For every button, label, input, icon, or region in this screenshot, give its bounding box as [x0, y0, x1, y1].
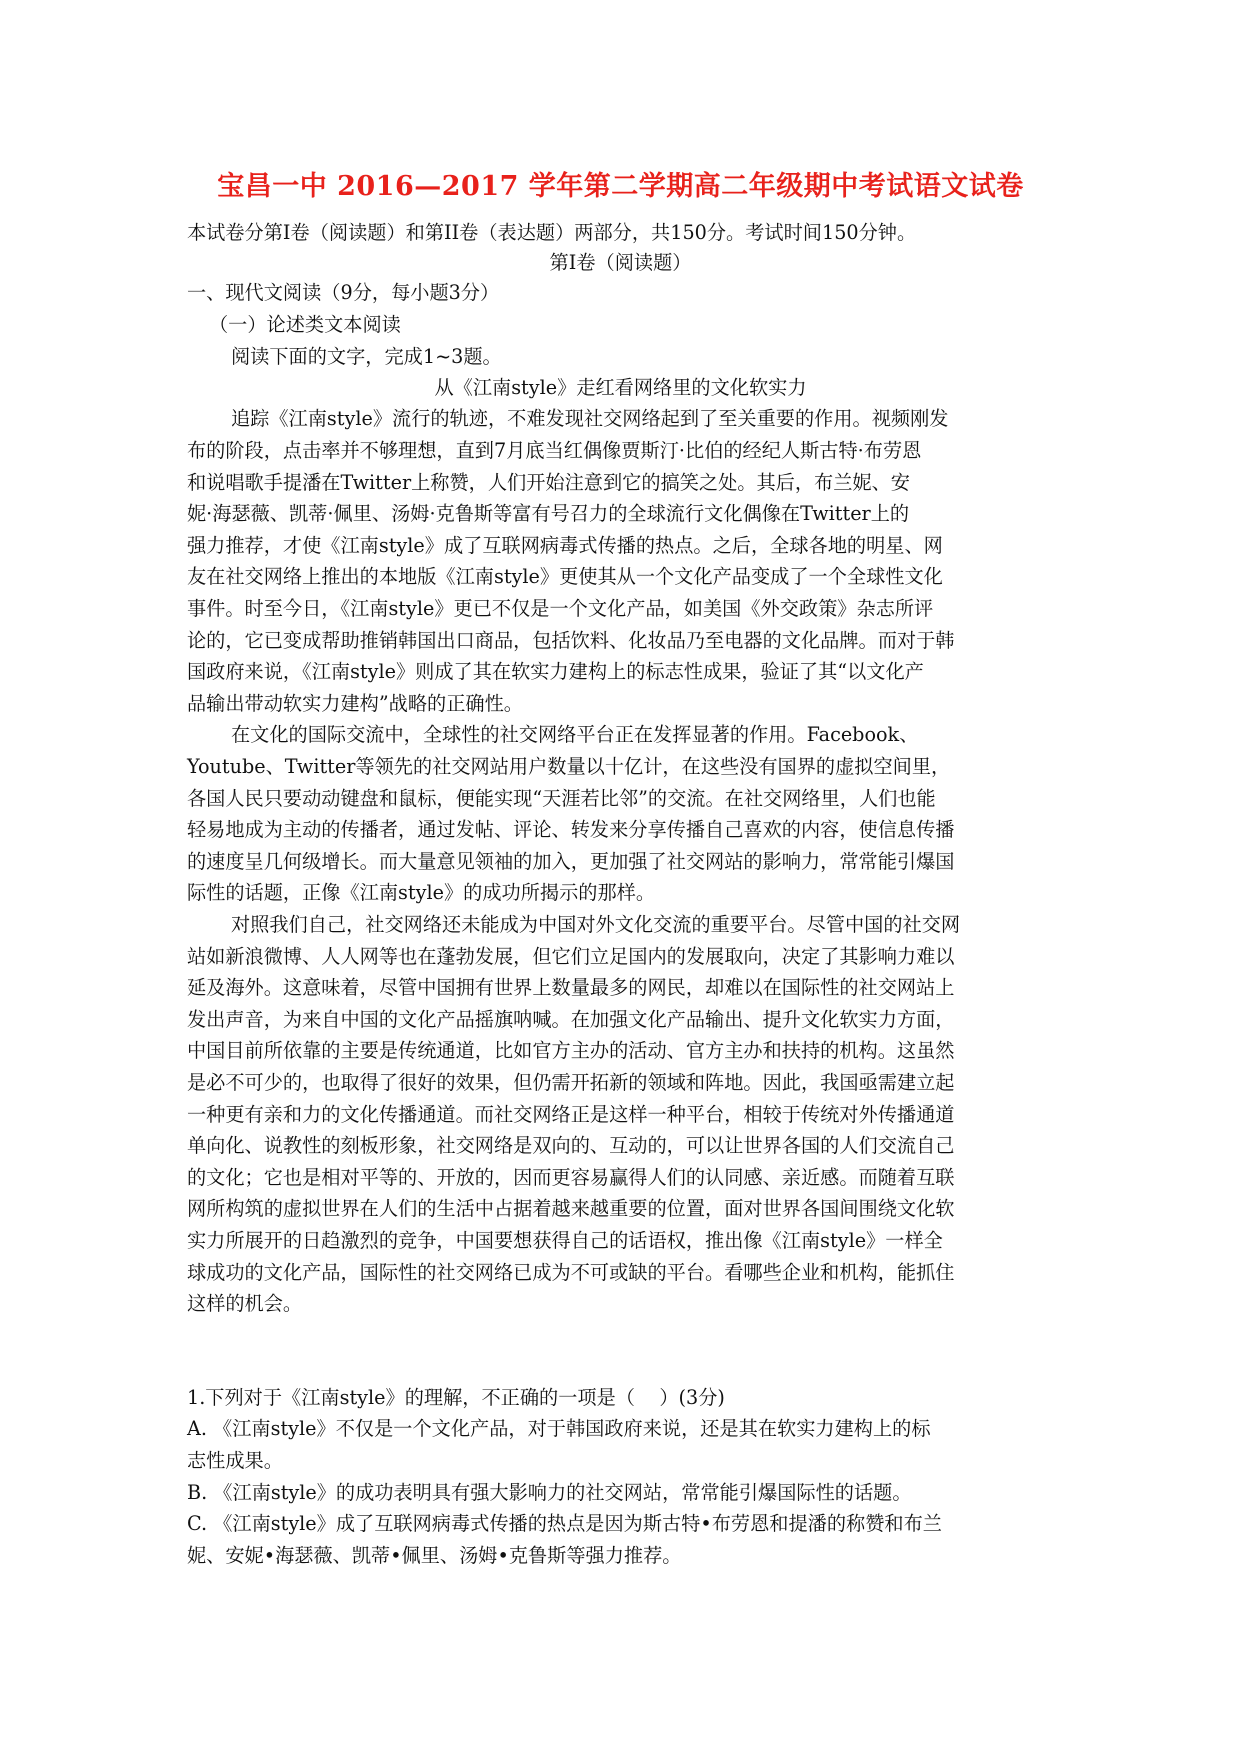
article-line: 布的阶段，点击率并不够理想，直到7月底当红偶像贾斯汀·比伯的经纪人斯古特·布劳恩 [187, 439, 922, 462]
article-title: 从《江南style》走红看网络里的文化软实力 [434, 376, 807, 399]
part-heading: 第Ⅰ卷（阅读题） [549, 251, 692, 274]
article-line: 中国目前所依靠的主要是传统通道，比如官方主办的活动、官方主办和扶持的机构。这虽然 [187, 1039, 955, 1062]
exam-intro: 本试卷分第Ⅰ卷（阅读题）和第II卷（表达题）两部分，共150分。考试时间150分钟。 [187, 221, 917, 244]
reading-instruction: 阅读下面的文字，完成1~3题。 [231, 345, 502, 368]
article-line: 轻易地成为主动的传播者，通过发帖、评论、转发来分享传播自己喜欢的内容，使信息传播 [187, 818, 955, 841]
article-line: 事件。时至今日，《江南style》更已不仅是一个文化产品，如美国《外交政策》杂志所评 [187, 597, 934, 620]
article-line: 品输出带动软实力建构”战略的正确性。 [187, 692, 523, 715]
option-a-continued: 志性成果。 [187, 1449, 283, 1472]
article-line: 各国人民只要动动键盘和鼠标，便能实现“天涯若比邻”的交流。在社交网络里，人们也能 [187, 787, 936, 810]
article-line: 国政府来说，《江南style》则成了其在软实力建构上的标志性成果，验证了其“以文化产 [187, 660, 924, 683]
article-line: 延及海外。这意味着，尽管中国拥有世界上数量最多的网民，却难以在国际性的社交网站上 [187, 976, 955, 999]
article-line: 网所构筑的虚拟世界在人们的生活中占据着越来越重要的位置，面对世界各国间围绕文化软 [187, 1197, 955, 1220]
option-a: A. 《江南style》不仅是一个文化产品，对于韩国政府来说，还是其在软实力建构上的标 [187, 1417, 931, 1440]
section-heading: 一、现代文阅读（9分，每小题3分） [187, 281, 500, 304]
article-line: 球成功的文化产品，国际性的社交网络已成为不可或缺的平台。看哪些企业和机构，能抓住 [187, 1261, 955, 1284]
article-line: Youtube、Twitter等领先的社交网站用户数量以十亿计，在这些没有国界的虚拟空间里， [187, 755, 951, 778]
article-line: 友在社交网络上推出的本地版《江南style》更使其从一个文化产品变成了一个全球性文化 [187, 565, 943, 588]
article-line: 发出声音，为来自中国的文化产品摇旗呐喊。在加强文化产品输出、提升文化软实力方面， [187, 1008, 955, 1031]
article-line: 单向化、说教性的刻板形象，社交网络是双向的、互动的，可以让世界各国的人们交流自己 [187, 1134, 955, 1157]
article-line: 强力推荐，才使《江南style》成了互联网病毒式传播的热点。之后，全球各地的明星、网 [187, 534, 943, 557]
article-line: 和说唱歌手提潘在Twitter上称赞，人们开始注意到它的搞笑之处。其后，布兰妮、安 [187, 471, 910, 494]
article-line: 论的，它已变成帮助推销韩国出口商品，包括饮料、化妆品乃至电器的文化品牌。而对于韩 [187, 629, 955, 652]
exam-title: 宝昌一中 2016—2017 学年第二学期高二年级期中考试语文试卷 [217, 171, 1024, 202]
article-line: 对照我们自己，社交网络还未能成为中国对外文化交流的重要平台。尽管中国的社交网 [231, 913, 961, 936]
subsection-heading: （一）论述类文本阅读 [209, 313, 401, 336]
article-line: 实力所展开的日趋激烈的竞争，中国要想获得自己的话语权，推出像《江南style》一样全 [187, 1229, 943, 1252]
option-b: B. 《江南style》的成功表明具有强大影响力的社交网站，常常能引爆国际性的话题。 [187, 1481, 912, 1504]
article-line: 这样的机会。 [187, 1292, 303, 1315]
article-line: 是必不可少的，也取得了很好的效果，但仍需开拓新的领域和阵地。因此，我国亟需建立起 [187, 1071, 955, 1094]
article-line: 际性的话题，正像《江南style》的成功所揭示的那样。 [187, 881, 656, 904]
article-line: 站如新浪微博、人人网等也在蓬勃发展，但它们立足国内的发展取向，决定了其影响力难以 [187, 945, 955, 968]
option-c: C. 《江南style》成了互联网病毒式传播的热点是因为斯古特•布劳恩和提潘的称赞和布兰 [187, 1512, 942, 1535]
article-line: 一种更有亲和力的文化传播通道。而社交网络正是这样一种平台，相较于传统对外传播通道 [187, 1103, 955, 1126]
article-line: 的速度呈几何级增长。而大量意见领袖的加入，更加强了社交网站的影响力，常常能引爆国 [187, 850, 955, 873]
article-line: 在文化的国际交流中，全球性的社交网络平台正在发挥显著的作用。Facebook、 [231, 723, 919, 746]
article-line: 的文化；它也是相对平等的、开放的，因而更容易赢得人们的认同感、亲近感。而随着互联 [187, 1166, 955, 1189]
question-stem: 1.下列对于《江南style》的理解，不正确的一项是（ ）(3分) [187, 1386, 725, 1409]
article-line: 追踪《江南style》流行的轨迹，不难发现社交网络起到了至关重要的作用。视频刚发 [231, 407, 949, 430]
article-line: 妮·海瑟薇、凯蒂·佩里、汤姆·克鲁斯等富有号召力的全球流行文化偶像在Twitter上的 [187, 502, 910, 525]
option-c-continued: 妮、安妮•海瑟薇、凯蒂•佩里、汤姆•克鲁斯等强力推荐。 [187, 1544, 682, 1567]
